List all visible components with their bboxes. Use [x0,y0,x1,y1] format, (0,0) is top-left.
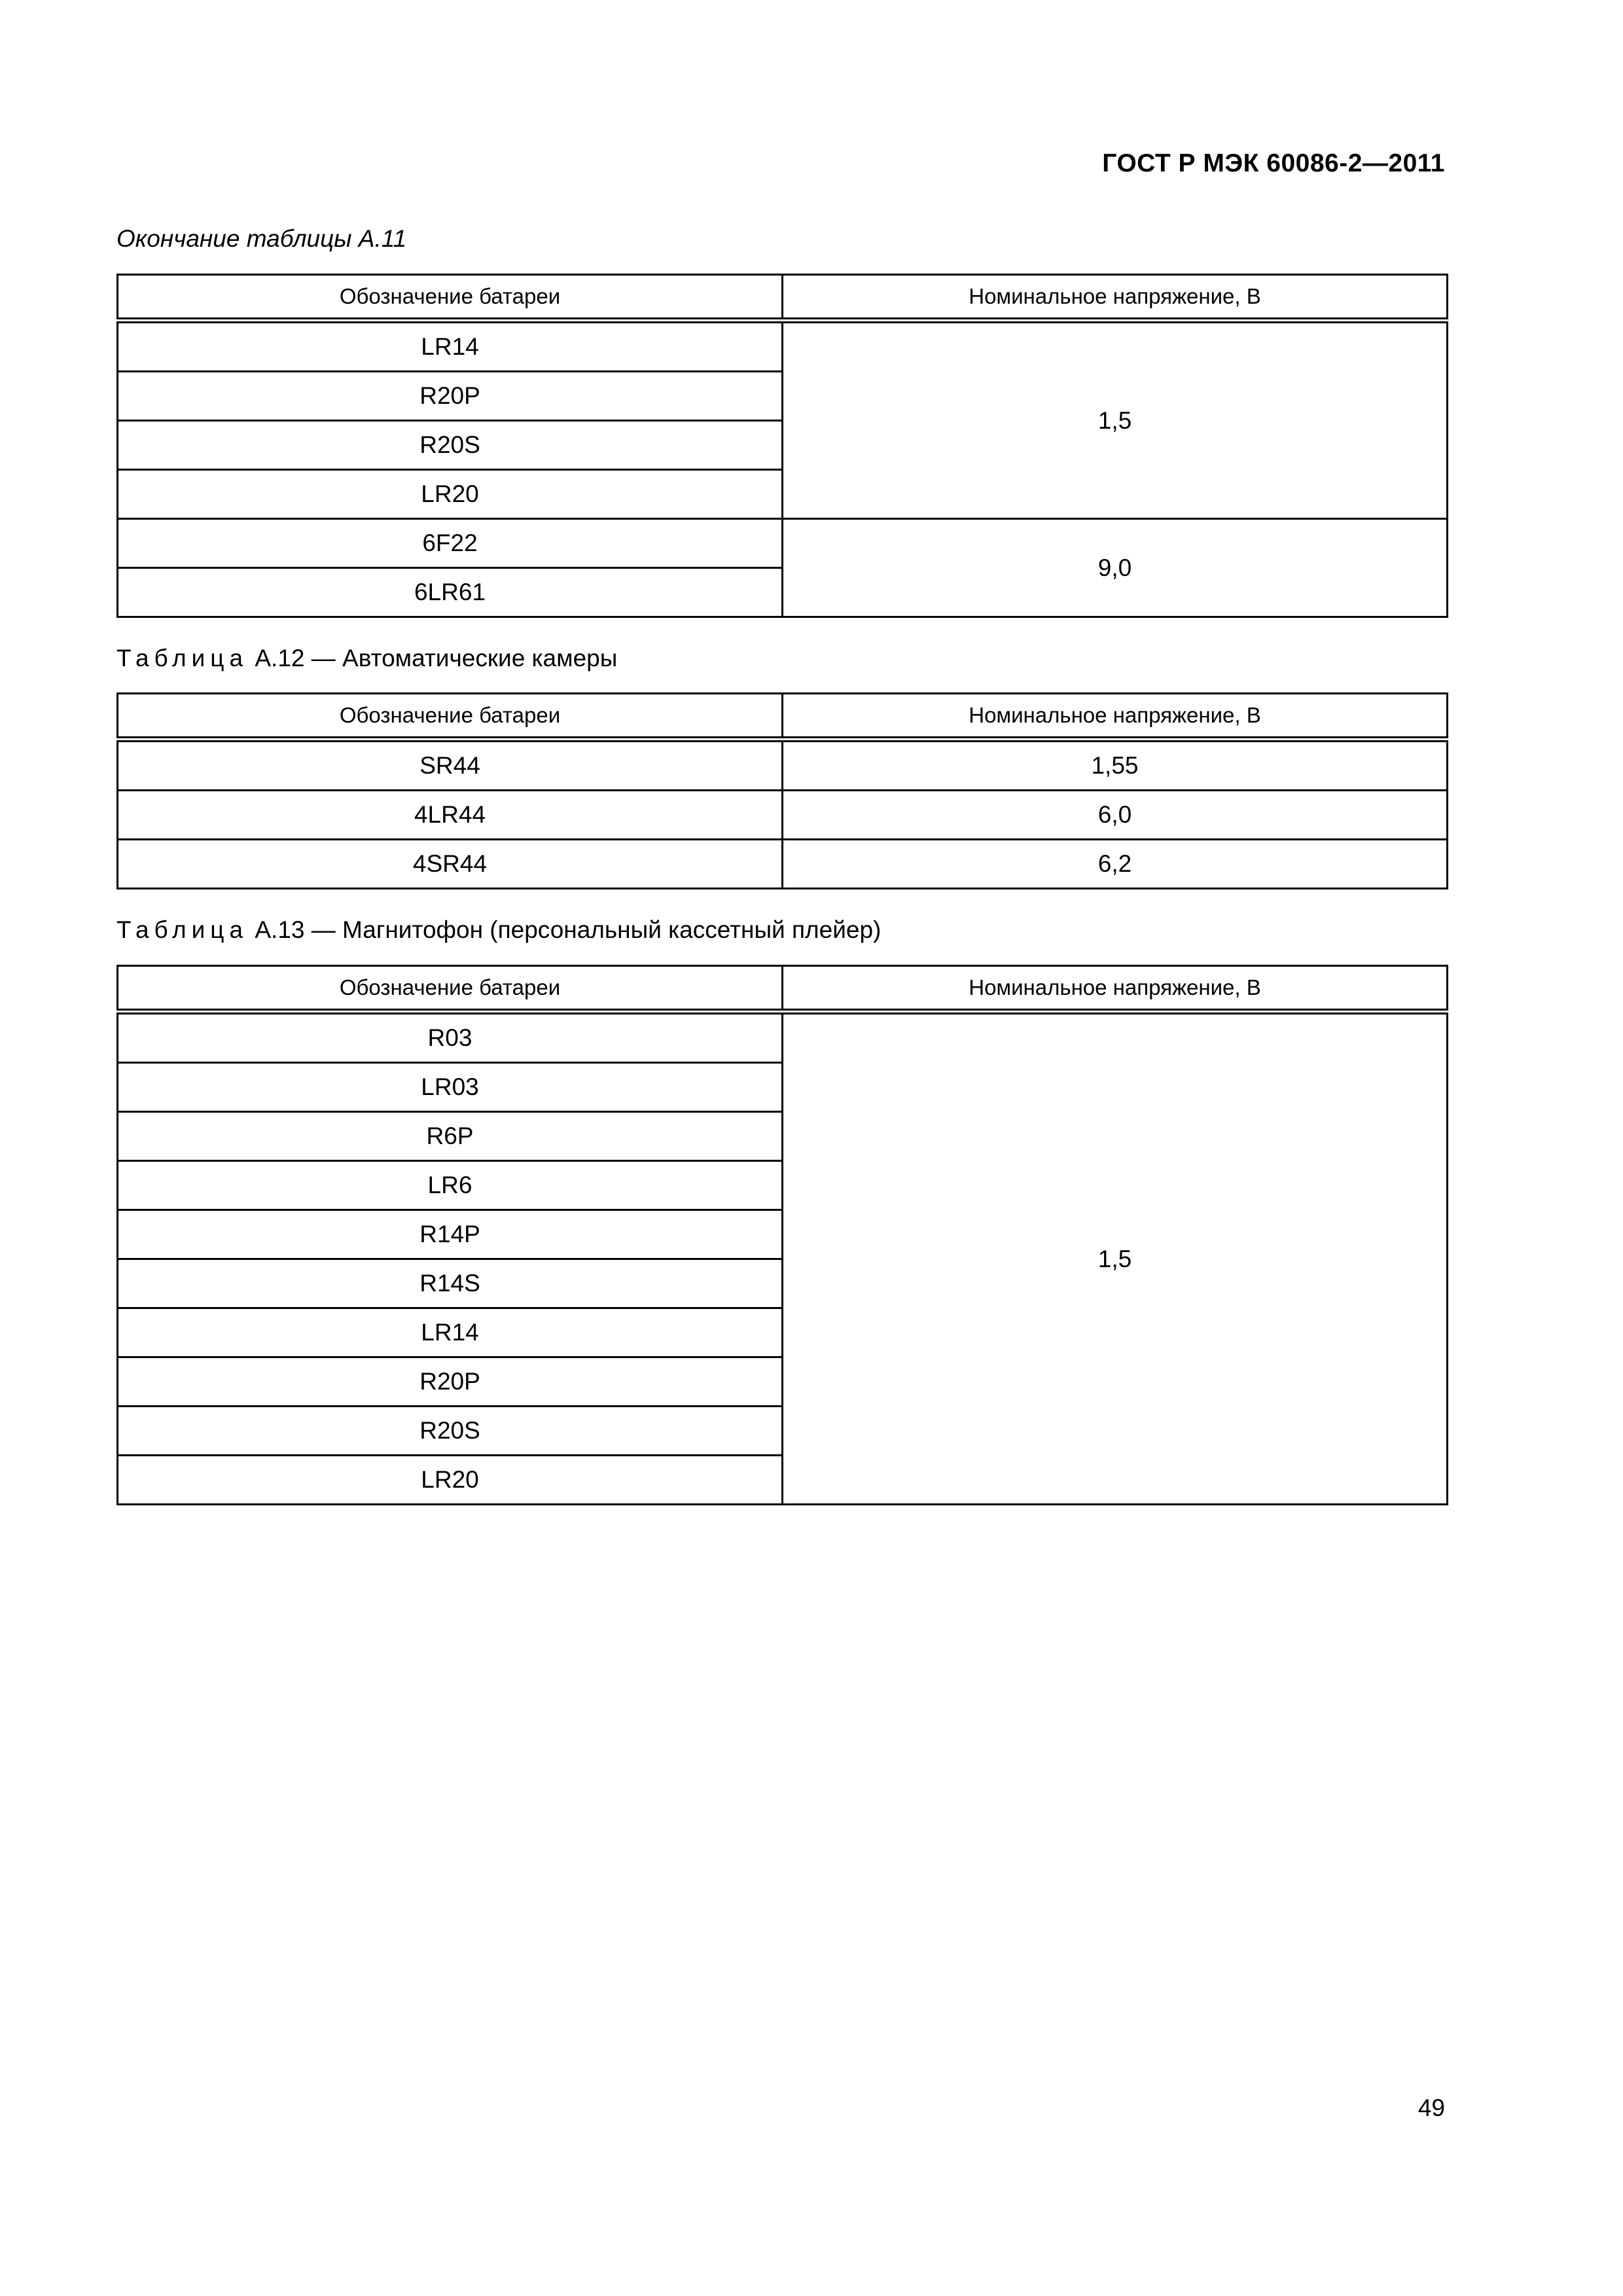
battery-cell: LR20 [118,1456,783,1505]
battery-cell: LR6 [118,1161,783,1210]
table-row [118,519,1448,568]
table-a11-header-voltage: Номинальное напряжение, В [783,275,1448,321]
battery-cell: R6P [118,1112,783,1161]
battery-cell: LR14 [118,1308,783,1357]
table-row [118,321,1448,372]
table-a13-caption-title: А.13 — Магнитофон (персональный кассетный плейер) [255,916,882,943]
battery-cell: R14S [118,1259,783,1308]
table-a12-caption-title: А.12 — Автоматические камеры [255,645,618,672]
page-number: 49 [1418,2094,1445,2121]
table-row [118,1012,1448,1063]
table-row [118,840,1448,889]
table-a11-header-battery: Обозначение батареи [118,275,783,321]
table-a11 [116,274,1448,618]
battery-cell: LR20 [118,470,783,519]
table-a12-header-battery: Обозначение батареи [118,694,783,740]
voltage-cell: 6,0 [783,791,1448,840]
table-row [118,791,1448,840]
table-a12-header-voltage: Номинальное напряжение, В [783,694,1448,740]
battery-cell: 4SR44 [118,840,783,889]
table-a13 [116,965,1448,1505]
table-a13-caption-label: Таблица [116,916,249,943]
battery-cell: 6LR61 [118,568,783,617]
table-row [118,740,1448,791]
battery-cell: LR03 [118,1063,783,1112]
table-a12 [116,692,1448,889]
table-a13-caption [116,916,881,944]
battery-cell: SR44 [118,740,783,791]
table-a12-caption [116,645,617,672]
battery-cell: 4LR44 [118,791,783,840]
battery-cell: 6F22 [118,519,783,568]
voltage-cell: 6,2 [783,840,1448,889]
battery-cell: R20S [118,1407,783,1456]
voltage-cell: 1,5 [783,1012,1448,1505]
battery-cell: R20S [118,421,783,470]
battery-cell: LR14 [118,321,783,372]
voltage-cell: 1,5 [783,321,1448,519]
table-a12-caption-label: Таблица [116,645,249,672]
battery-cell: R20P [118,1357,783,1407]
table-a13-header-battery: Обозначение батареи [118,966,783,1012]
battery-cell: R20P [118,372,783,421]
battery-cell: R14P [118,1210,783,1259]
table-a13-header-voltage: Номинальное напряжение, В [783,966,1448,1012]
document-code: ГОСТ Р МЭК 60086-2—2011 [1102,149,1445,177]
battery-cell: R03 [118,1012,783,1063]
voltage-cell: 9,0 [783,519,1448,617]
voltage-cell: 1,55 [783,740,1448,791]
table-a11-caption: Окончание таблицы А.11 [116,225,407,252]
